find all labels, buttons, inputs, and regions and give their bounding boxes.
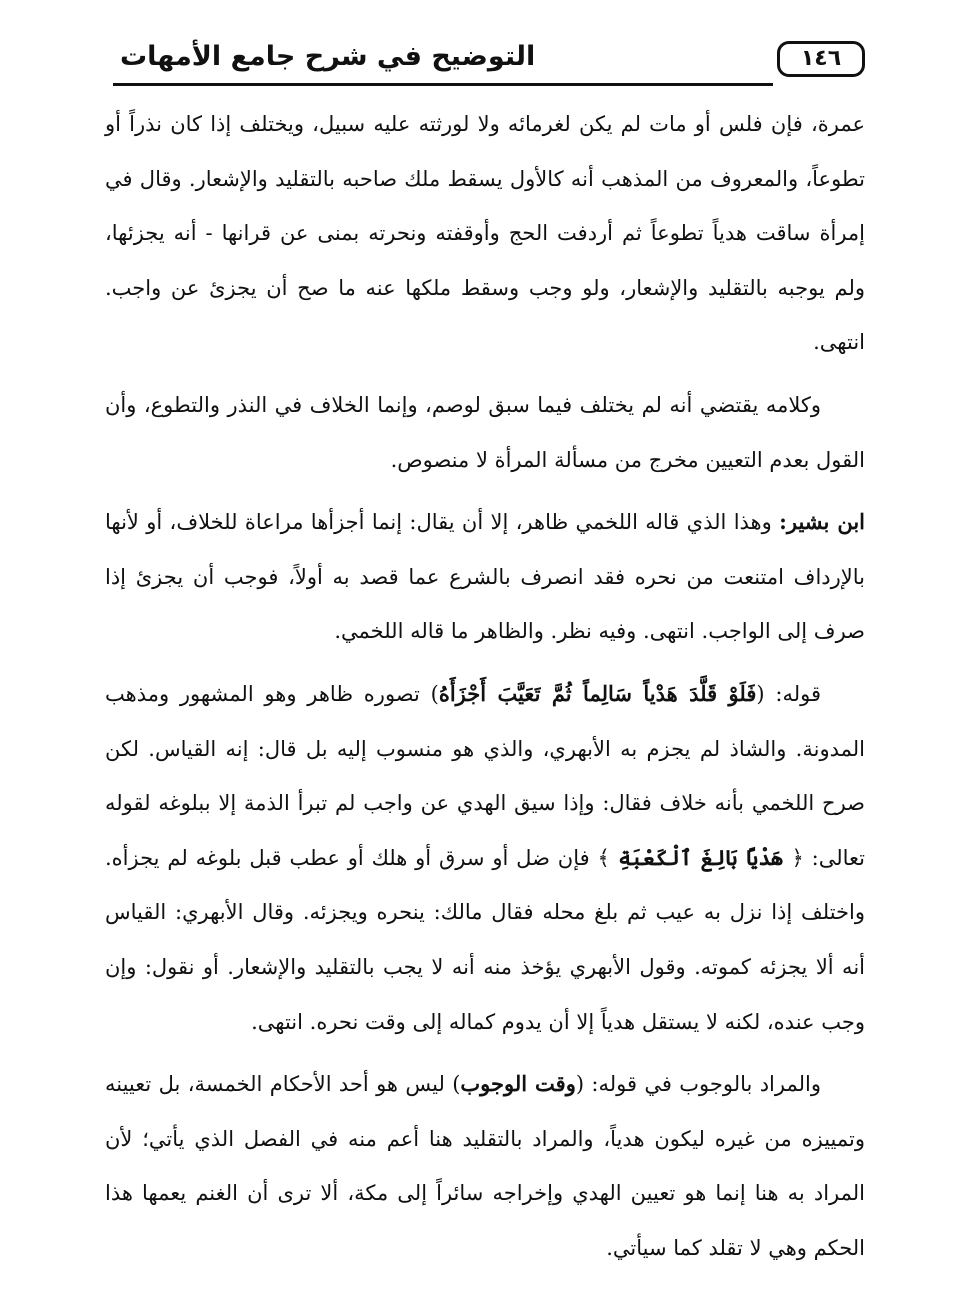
paragraph-2: وكلامه يقتضي أنه لم يختلف فيما سبق لوصم، وإنما الخلاف في النذر والتطوع، وأن القول بعدم التعيين مخرج من مسألة المرأة لا منصوص. [105,392,865,472]
header-divider [113,83,773,86]
page-number: ١٤٦ [777,41,865,77]
author-name-ibn-bashir: ابن بشير: [779,509,865,535]
paragraph-3 [105,495,865,659]
paragraph-5 [105,1057,865,1275]
paragraph-1: عمرة، فإن فلس أو مات لم يكن لغرمائه ولا لورثته عليه سبيل، ويختلف إذا كان نذراً أو تطوعاً، والمعروف من المذهب أنه كالأول يسقط ملك صاحبه بالتقليد والإشعار. وقال في إمرأة ساقت هدياً تطوعاً ثم أردفت الحج وأوقفته ونحرته بمنى عن قرانها - أنه يجزئها، ولم يوجبه بالتقليد والإشعار، ولو وجب وسقط ملكها عنه ما صح أن يجزئ عن واجب. انتهى. [105,112,865,355]
paragraph-5-lead: والمراد بالوجوب في قوله: ( [575,1072,821,1097]
paragraph-4-rest: ﴾ فإن ضل أو سرق أو هلك أو عطب قبل بلوغه لم يجزأه. واختلف إذا نزل به عيب ثم بلغ محله فقال مالك: ينحره ويجزئه. وقال الأبهري: القياس أنه ألا يجزئه كموته. وقول الأبهري يؤخذ منه أنه لا يجب بالتقليد والإشعار. أو نقول: وإن وجب عنده، لكنه لا يستقل هدياً إلا أن يدوم كماله إلى وقت نحره. انتهى. [105,845,865,1034]
paragraph-3-text: وهذا الذي قاله اللخمي ظاهر، إلا أن يقال: إنما أجزأها مراعاة للخلاف، أو لأنها بالإرداف امتنعت من نحره فقد انصرف بالشرع عما قصد به أولاً، فوجب أن يجزئ إذا صرف إلى الواجب. انتهى. وفيه نظر. والظاهر ما قاله اللخمي. [105,510,865,644]
matn-term: وقت الوجوب [460,1071,576,1097]
matn-quote: فَلَوْ قَلَّدَ هَدْياً سَالِماً ثُمَّ تَعَيَّبَ أَجْزَأَهُ [438,680,757,706]
book-title: التوضيح في شرح جامع الأمهات [120,41,536,72]
paragraph-5-text: ) ليس هو أحد الأحكام الخمسة، بل تعيينه وتمييزه من غيره ليكون هدياً، والمراد بالتقليد هنا أعم منه في الفصل الذي يأتي؛ لأن المراد به هنا إنما هو تعيين الهدي وإخراجه سائراً إلى مكة، ألا ترى أن الغنم يعمها هذا الحكم وهي لا تقلد كما سيأتي. [105,1072,865,1260]
paragraph-4 [105,667,865,1049]
page-header [105,33,865,85]
quran-verse: هَدْيًا بَالِغَ ٱلْكَعْبَةِ [609,844,792,870]
paragraph-4-lead: قوله: ( [756,681,821,706]
paragraph-4-text: ) تصوره ظاهر وهو المشهور ومذهب المدونة. والشاذ لم يجزم به الأبهري، والذي هو منسوب إليه بل قال: إنه القياس. لكن صرح اللخمي بأنه خلاف فقال: وإذا سيق الهدي عن واجب لم تبرأ الذمة إلا ببلوغه لقوله تعالى: ﴿ [105,681,865,870]
page-body [105,97,865,1283]
